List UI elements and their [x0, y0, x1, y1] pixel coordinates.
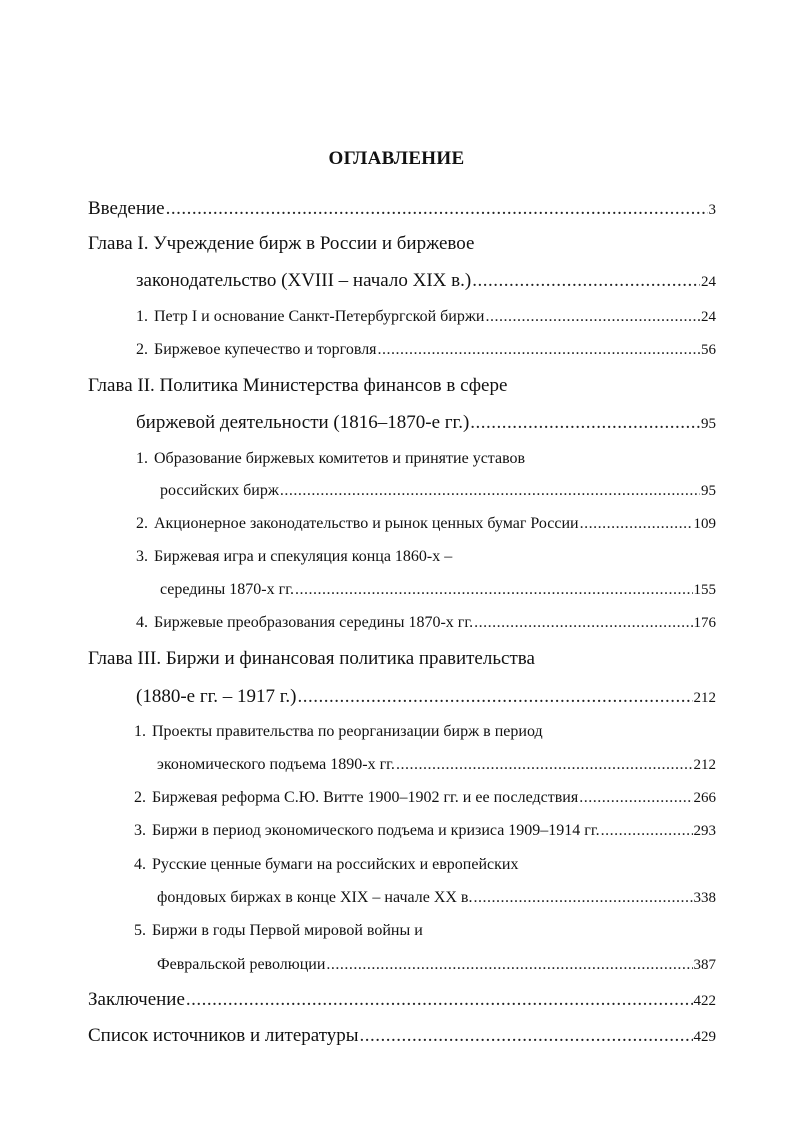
leader-dots	[280, 482, 700, 500]
leader-dots	[295, 581, 693, 599]
toc-entry-2-3	[160, 581, 716, 599]
toc-entry-sources	[88, 1025, 716, 1047]
section-number: 2.	[134, 789, 146, 806]
entry-label: (1880-е гг. – 1917 г.)	[136, 686, 297, 707]
entry-label: Образование биржевых комитетов и принятие уставов	[154, 450, 526, 467]
entry-label: Биржевые преобразования середины 1870-х гг.	[154, 614, 474, 631]
section-number: 3.	[134, 822, 146, 839]
section-number: 2.	[136, 515, 148, 532]
toc-entry-1-1	[136, 308, 716, 326]
page-number: 3	[708, 202, 716, 218]
toc-entry-3-5	[157, 956, 716, 974]
page-number: 109	[693, 516, 716, 532]
toc-entry-3-4-line1	[134, 856, 518, 874]
leader-dots	[579, 789, 692, 807]
leader-dots	[360, 1025, 693, 1047]
chapter-1-title: Глава I. Учреждение бирж в России и биржевое	[88, 233, 475, 254]
entry-label: Биржевая реформа С.Ю. Витте 1900–1902 гг. и ее последствия	[152, 789, 579, 806]
page-number: 24	[701, 309, 716, 325]
section-number: 4.	[134, 856, 146, 873]
entry-label: Введение	[88, 198, 165, 219]
entry-label: фондовых биржах в конце XIX – начале XX в.	[157, 889, 473, 906]
toc-entry-conclusion	[88, 989, 716, 1011]
leader-dots	[470, 412, 700, 434]
page-number: 338	[693, 890, 716, 906]
toc-entry-3-2	[134, 789, 716, 807]
page-number: 176	[693, 615, 716, 631]
page-number: 95	[701, 416, 716, 432]
toc-entry-3-5-line1	[134, 922, 423, 940]
page-number: 387	[693, 957, 716, 973]
toc-entry-2-3-line1	[136, 548, 452, 566]
page-number: 293	[693, 823, 716, 839]
leader-dots	[396, 756, 693, 774]
section-number: 2.	[136, 341, 148, 358]
toc-entry-2-1	[160, 482, 716, 500]
leader-dots	[601, 822, 693, 840]
entry-label: российских бирж	[160, 482, 279, 499]
toc-entry-chapter-1	[136, 270, 716, 292]
page-number: 155	[693, 582, 716, 598]
leader-dots	[580, 515, 693, 533]
entry-label: Заключение	[88, 989, 185, 1010]
section-number: 1.	[136, 308, 148, 325]
entry-label: Биржи в годы Первой мировой войны и	[152, 922, 423, 939]
entry-label: Биржевое купечество и торговля	[154, 341, 377, 358]
leader-dots	[166, 198, 708, 220]
entry-label: биржевой деятельности (1816–1870-е гг.)	[136, 412, 470, 433]
leader-dots	[298, 686, 693, 708]
page-number: 422	[693, 993, 716, 1009]
section-number: 5.	[134, 922, 146, 939]
chapter-2-title: Глава II. Политика Министерства финансов в сфере	[88, 375, 508, 396]
toc-entry-3-1-line1	[134, 723, 543, 741]
leader-dots	[474, 614, 692, 632]
entry-label: законодательство (XVIII – начало XIX в.)	[136, 270, 472, 291]
toc-entry-2-4	[136, 614, 716, 632]
leader-dots	[485, 308, 700, 326]
page-number: 56	[701, 342, 716, 358]
toc-entry-intro	[88, 198, 716, 220]
leader-dots	[472, 270, 700, 292]
section-number: 3.	[136, 548, 148, 565]
page-title: ОГЛАВЛЕНИЕ	[328, 148, 465, 169]
section-number: 1.	[136, 450, 148, 467]
entry-label: середины 1870-х гг.	[160, 581, 294, 598]
page-number: 266	[693, 790, 716, 806]
toc-entry-3-4	[157, 889, 716, 907]
page-number: 212	[693, 690, 716, 706]
toc-entry-2-2	[136, 515, 716, 533]
entry-label: Петр I и основание Санкт-Петербургской биржи	[154, 308, 485, 325]
leader-dots	[326, 956, 692, 974]
entry-label: Акционерное законодательство и рынок ценных бумаг России	[154, 515, 579, 532]
entry-label: Биржи в период экономического подъема и кризиса 1909–1914 гг.	[152, 822, 600, 839]
toc-entry-2-1-line1	[136, 450, 525, 468]
leader-dots	[378, 341, 700, 359]
entry-label: экономического подъема 1890-х гг.	[157, 756, 395, 773]
entry-label: Русские ценные бумаги на российских и европейских	[152, 856, 519, 873]
page-number: 24	[701, 274, 716, 290]
section-number: 1.	[134, 723, 146, 740]
leader-dots	[186, 989, 693, 1011]
entry-label: Февральской революции	[157, 956, 326, 973]
toc-entry-1-2	[136, 341, 716, 359]
leader-dots	[473, 889, 692, 907]
toc-entry-chapter-3	[136, 686, 716, 708]
entry-label: Проекты правительства по реорганизации бирж в период	[152, 723, 543, 740]
entry-label: Список источников и литературы	[88, 1025, 359, 1046]
page-number: 429	[693, 1029, 716, 1045]
toc-entry-3-3	[134, 822, 716, 840]
page-number: 95	[701, 483, 716, 499]
toc-entry-chapter-2	[136, 412, 716, 434]
chapter-3-title: Глава III. Биржи и финансовая политика правительства	[88, 648, 535, 669]
page-number: 212	[693, 757, 716, 773]
entry-label: Биржевая игра и спекуляция конца 1860-х –	[154, 548, 453, 565]
section-number: 4.	[136, 614, 148, 631]
toc-entry-3-1	[157, 756, 716, 774]
